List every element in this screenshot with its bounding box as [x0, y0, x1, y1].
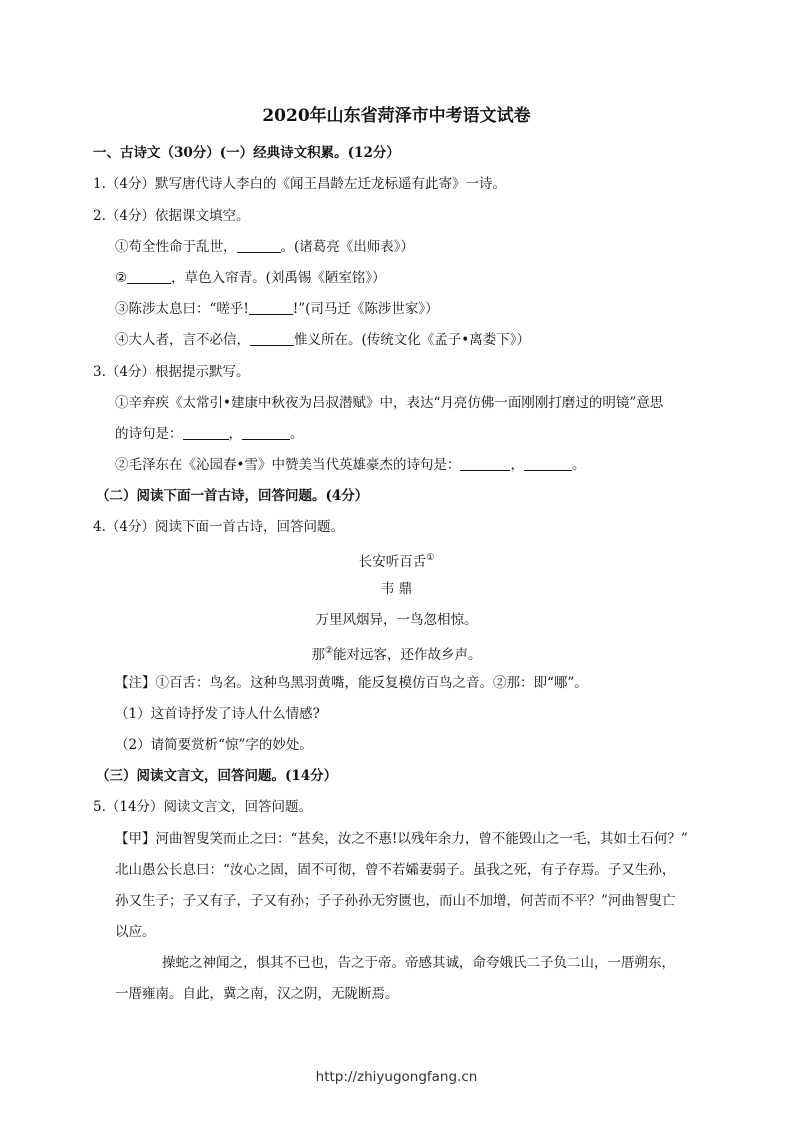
- passage-line-3: 孙又生子；子又有子，子又有孙；子子孙孙无穷匮也，而山不加增，何苦而不平？”河曲智叟亡: [115, 893, 676, 909]
- item-text-before: ②毛泽东在《沁园春•雪》中赞美当代英雄豪杰的诗句是：: [115, 457, 461, 473]
- item-text-after: 惟义所在。(传统文化《孟子•离娄下》）: [294, 332, 530, 348]
- item-text-after: 。: [290, 426, 304, 442]
- passage-line-2: 北山愚公长息曰：“汝心之固，固不可彻，曾不若孀妻弱子。虽我之死，有子存焉。子又生孙，: [115, 862, 676, 878]
- item-text-before: ②: [115, 270, 128, 286]
- item-separator: ，: [510, 457, 524, 473]
- question-3-item-2: [115, 455, 585, 475]
- question-4-sub-1: （1）这首诗抒发了诗人什么情感?: [115, 706, 320, 722]
- answer-blank[interactable]: [183, 425, 229, 440]
- answer-blank[interactable]: [460, 456, 510, 471]
- item-text-before: ④大人者，言不必信，: [115, 332, 250, 348]
- poem-title-text: 长安听百舌: [358, 554, 427, 570]
- poem-annotation: 【注】①百舌：鸟名。这种鸟黑羽黄嘴，能反复模仿百鸟之音。②那：即“哪”。: [115, 675, 588, 691]
- answer-blank[interactable]: [237, 238, 281, 253]
- poem-line-2-start: 那: [311, 647, 325, 663]
- question-3-item-1-line-2: [115, 424, 304, 444]
- item-text-before: ①苟全性命于乱世，: [115, 239, 237, 255]
- question-4-sub-2: （2）请简要赏析“惊”字的妙处。: [115, 737, 313, 753]
- footnote-marker: ①: [426, 553, 435, 563]
- question-4-stem: 4.（4分）阅读下面一首古诗，回答问题。: [93, 519, 344, 535]
- footnote-marker: ②: [324, 646, 334, 656]
- passage-line-4: 以应。: [115, 924, 156, 940]
- item-text-before: 的诗句是：: [115, 426, 183, 442]
- answer-blank[interactable]: [242, 425, 290, 440]
- item-text-after: 。(诸葛亮《出师表》）: [280, 239, 415, 255]
- question-2-stem: 2.（4分）依据课文填空。: [93, 208, 250, 224]
- poem-title: [0, 548, 793, 572]
- question-2-item-2: [115, 268, 386, 288]
- answer-blank[interactable]: [249, 300, 293, 315]
- item-text-after: ，草色入帘青。(刘禹锡《陋室铭》）: [171, 270, 386, 286]
- question-2-item-1: [115, 237, 414, 257]
- passage-line-6: 一厝雍南。自此，冀之南，汉之阴，无陇断焉。: [115, 986, 399, 1002]
- section-heading-3: （三）阅读文言文，回答问题。(14分）: [96, 768, 338, 784]
- poem-line-1: 万里风烟异，一鸟忽相惊。: [315, 612, 478, 628]
- question-2-item-4: [115, 330, 530, 350]
- passage-line-5: 操蛇之神闻之，惧其不已也，告之于帝。帝感其诚，命夸娥氏二子负二山，一厝朔东，: [162, 955, 675, 971]
- passage-line-1: 【甲】河曲智叟笑而止之曰：“甚矣，汝之不惠!以残年余力，曾不能毁山之一毛，其如土石何？”: [115, 831, 688, 847]
- answer-blank[interactable]: [524, 456, 572, 471]
- question-5-stem: 5.（14分）阅读文言文，回答问题。: [93, 799, 313, 815]
- question-1: 1.（4分）默写唐代诗人李白的《闻王昌龄左迁龙标遥有此寄》一诗。: [93, 176, 506, 192]
- answer-blank[interactable]: [127, 269, 171, 284]
- answer-blank[interactable]: [250, 331, 294, 346]
- section-heading-2: （二）阅读下面一首古诗，回答问题。(4分）: [96, 488, 369, 504]
- item-separator: ，: [228, 426, 242, 442]
- question-2-item-3: [115, 299, 439, 319]
- poem-line-2: [0, 641, 793, 665]
- item-text-after: !”(司马迁《陈涉世家》）: [292, 301, 439, 317]
- item-text-before: ③陈涉太息曰：“嗟乎!: [115, 301, 249, 317]
- question-3-stem: 3.（4分）根据提示默写。: [93, 364, 250, 380]
- question-3-item-1-line-1: ①辛弃疾《太常引•建康中秋夜为吕叔潜赋》中，表达“月亮仿佛一面刚刚打磨过的明镜”意思: [115, 395, 664, 411]
- footer-url[interactable]: http://zhiyugongfang.cn: [315, 1069, 478, 1085]
- poem-author: 韦 鼎: [380, 581, 413, 597]
- section-heading-1: 一、古诗文（30分）(一）经典诗文积累。(12分）: [93, 145, 400, 161]
- item-text-after: 。: [571, 457, 586, 473]
- page-title: 2020年山东省菏泽市中考语文试卷: [262, 106, 531, 126]
- poem-line-2-rest: 能对远客，还作故乡声。: [333, 647, 482, 663]
